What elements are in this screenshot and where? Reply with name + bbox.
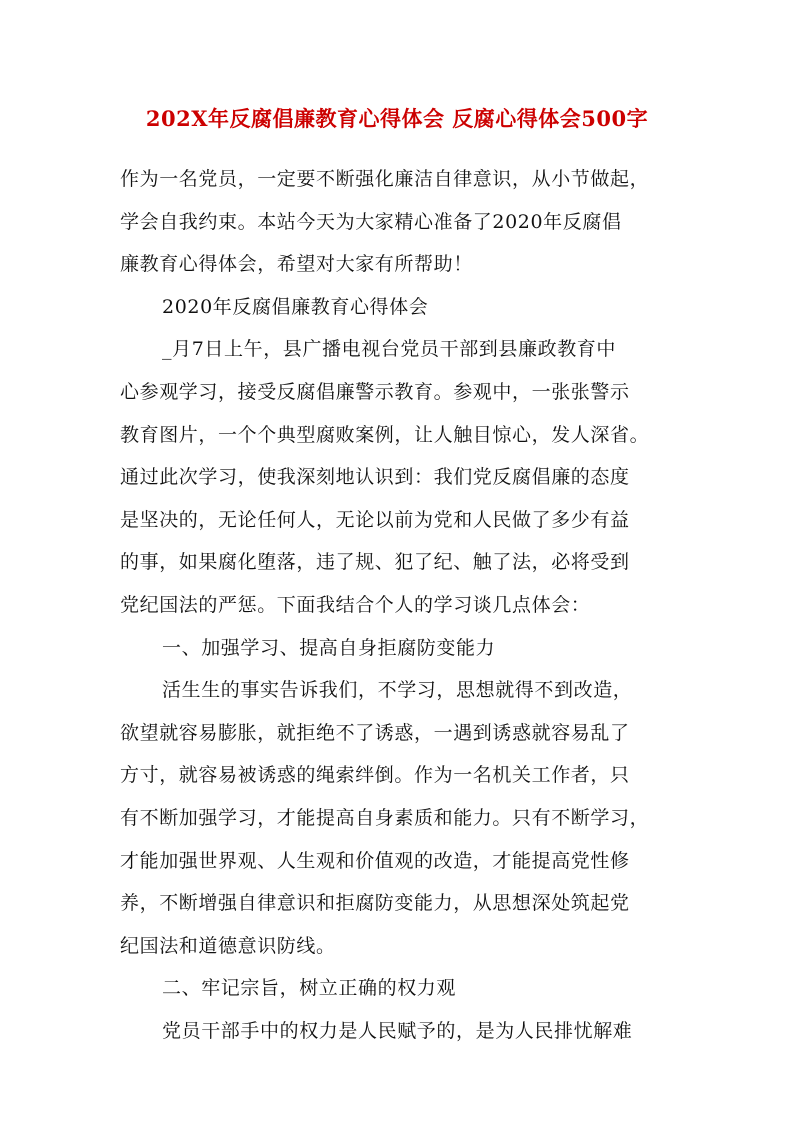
body-line: 党员干部手中的权力是人民赋予的，是为人民排忧解难 xyxy=(162,1019,633,1042)
section-heading: 二、牢记宗旨，树立正确的权力观 xyxy=(162,977,457,1000)
body-line: 方寸，就容易被诱惑的绳索绊倒。作为一名机关工作者，只 xyxy=(120,764,630,787)
body-line: 作为一名党员，一定要不断强化廉洁自律意识，从小节做起， xyxy=(120,168,650,190)
body-line: 心参观学习，接受反腐倡廉警示教育。参观中，一张张警示 xyxy=(120,380,630,403)
body-line: 才能加强世界观、人生观和价值观的改造，才能提高党性修 xyxy=(120,849,630,872)
document-title: 202X年反腐倡廉教育心得体会 反腐心得体会500字 xyxy=(145,106,649,131)
document-body xyxy=(120,158,680,1052)
body-line: 活生生的事实告诉我们，不学习，思想就得不到改造， xyxy=(162,679,633,702)
body-line: _月7日上午，县广播电视台党员干部到县廉政教育中 xyxy=(162,338,616,361)
body-line: 的事，如果腐化堕落，违了规、犯了纪、触了法，必将受到 xyxy=(120,551,630,574)
body-line: 纪国法和道德意识防线。 xyxy=(120,934,336,957)
body-line: 廉教育心得体会，希望对大家有所帮助！ xyxy=(120,253,473,276)
section-heading: 一、加强学习、提高自身拒腐防变能力 xyxy=(162,636,496,659)
body-line: 通过此次学习，使我深刻地认识到：我们党反腐倡廉的态度 xyxy=(120,466,630,489)
body-line: 党纪国法的严惩。下面我结合个人的学习谈几点体会： xyxy=(120,593,591,616)
body-line: 是坚决的，无论任何人，无论以前为党和人民做了多少有益 xyxy=(120,508,630,531)
body-line: 有不断加强学习，才能提高自身素质和能力。只有不断学习， xyxy=(120,806,650,829)
body-line: 欲望就容易膨胀，就拒绝不了诱惑，一遇到诱惑就容易乱了 xyxy=(120,721,630,744)
body-line: 养，不断增强自律意识和拒腐防变能力，从思想深处筑起党 xyxy=(120,892,630,915)
body-line: 教育图片，一个个典型腐败案例，让人触目惊心，发人深省。 xyxy=(120,423,650,446)
body-line: 学会自我约束。本站今天为大家精心准备了2020年反腐倡 xyxy=(120,210,622,233)
section-heading: 2020年反腐倡廉教育心得体会 xyxy=(162,295,429,318)
